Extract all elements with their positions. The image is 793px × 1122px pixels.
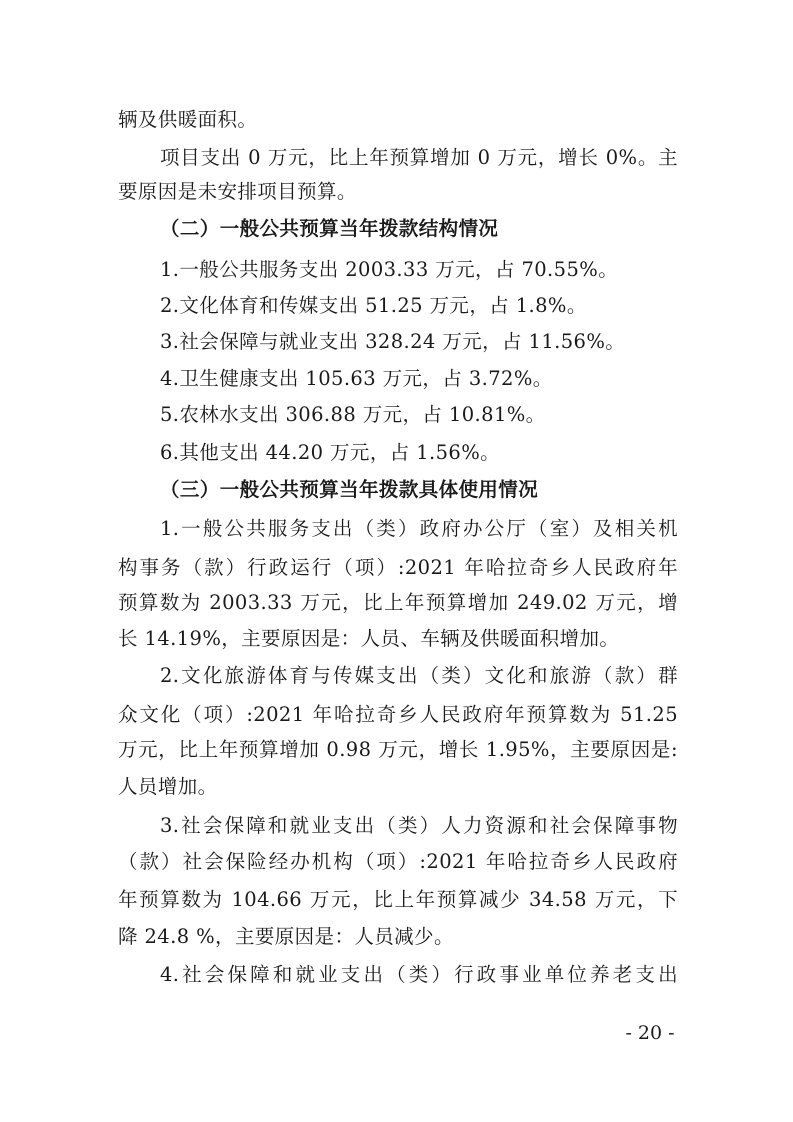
text-line: 预算数为 2003.33 万元，比上年预算增加 249.02 万元，增 — [118, 591, 678, 614]
text-line: 4.社会保障和就业支出（类）行政事业单位养老支出 — [160, 963, 678, 986]
text-line: 项目支出 0 万元，比上年预算增加 0 万元，增长 0%。主 — [160, 146, 678, 169]
text-line: 要原因是未安排项目预算。 — [118, 180, 357, 203]
section-heading: （三）一般公共预算当年拨款具体使用情况 — [160, 478, 539, 501]
text-line: 众文化（项）:2021 年哈拉奇乡人民政府年预算数为 51.25 — [118, 703, 678, 726]
text-line: 2.文化旅游体育与传媒支出（类）文化和旅游（款）群 — [160, 664, 678, 687]
text-line: 3.社会保障和就业支出（类）人力资源和社会保障事物 — [160, 814, 678, 837]
list-item: 4.卫生健康支出 105.63 万元，占 3.72%。 — [160, 367, 553, 390]
text-line: （款）社会保险经办机构（项）:2021 年哈拉奇乡人民政府 — [118, 850, 678, 873]
list-item: 2.文化体育和传媒支出 51.25 万元，占 1.8%。 — [160, 294, 587, 317]
list-item: 5.农林水支出 306.88 万元，占 10.81%。 — [160, 403, 546, 426]
list-item: 1.一般公共服务支出 2003.33 万元，占 70.55%。 — [160, 258, 619, 281]
text-line: 万元，比上年预算增加 0.98 万元，增长 1.95%，主要原因是: — [118, 738, 678, 761]
text-line: 辆及供暖面积。 — [118, 108, 258, 131]
page-number: - 20 - — [625, 1022, 675, 1044]
section-heading: （二）一般公共预算当年拨款结构情况 — [160, 217, 499, 240]
text-line: 长 14.19%，主要原因是：人员、车辆及供暖面积增加。 — [118, 627, 620, 650]
list-item: 3.社会保障与就业支出 328.24 万元，占 11.56%。 — [160, 330, 626, 353]
text-line: 构事务（款）行政运行（项）:2021 年哈拉奇乡人民政府年 — [118, 556, 678, 579]
list-item: 6.其他支出 44.20 万元，占 1.56%。 — [160, 441, 501, 464]
text-line: 年预算数为 104.66 万元，比上年预算减少 34.58 万元，下 — [118, 888, 678, 911]
text-line: 1.一般公共服务支出（类）政府办公厅（室）及相关机 — [160, 517, 678, 540]
text-line: 人员增加。 — [118, 775, 218, 798]
text-line: 降 24.8 %，主要原因是：人员减少。 — [118, 925, 454, 948]
